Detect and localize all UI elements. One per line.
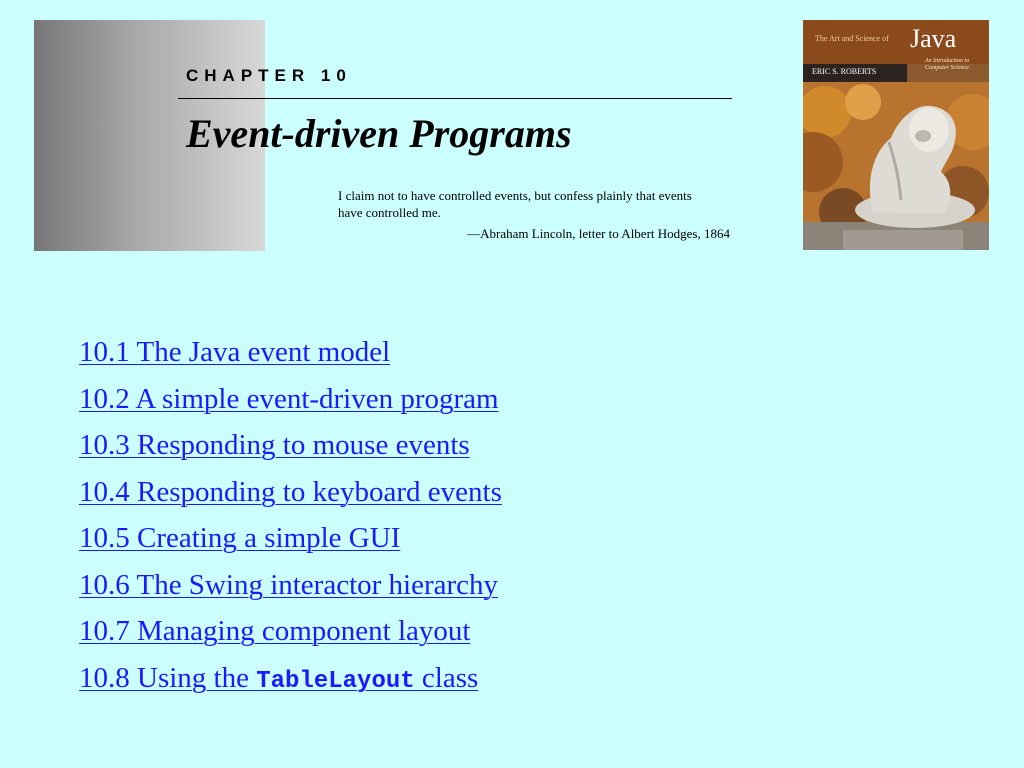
- toc-link-10-7[interactable]: 10.7 Managing component layout: [79, 615, 471, 647]
- toc-link-10-2[interactable]: 10.2 A simple event-driven program: [79, 382, 499, 415]
- cover-subtitle: An Introduction to Computer Science: [925, 58, 970, 71]
- toc-link-10-3[interactable]: 10.3 Responding to mouse events: [79, 429, 470, 461]
- toc-link-10-1[interactable]: 10.1 The Java event model: [79, 336, 391, 368]
- table-of-contents: [79, 334, 502, 706]
- toc-link-10-4[interactable]: 10.4 Responding to keyboard events: [79, 475, 502, 508]
- cover-author: ERIC S. ROBERTS: [812, 67, 877, 76]
- toc-link-10-8-code: TableLayout: [256, 667, 415, 695]
- toc-link-10-8[interactable]: [79, 660, 502, 707]
- cover-series: The Art and Science of: [815, 34, 889, 43]
- toc-link-10-6[interactable]: 10.6 The Swing interactor hierarchy: [79, 568, 499, 601]
- toc-link-10-8-prefix: 10.8 Using the: [79, 661, 257, 694]
- chapter-divider: [178, 98, 732, 99]
- epigraph-quote: I claim not to have controlled events, but confess plainly that events have controlled me.: [338, 188, 692, 220]
- epigraph-attribution: —Abraham Lincoln, letter to Albert Hodges, 1864: [467, 226, 730, 241]
- cover-title: Java: [910, 24, 957, 53]
- chapter-title: Event-driven Programs: [186, 111, 572, 156]
- chapter-label: CHAPTER 10: [186, 66, 352, 85]
- toc-link-10-5[interactable]: 10.5 Creating a simple GUI: [79, 522, 401, 554]
- lion-statue-photo: [803, 82, 989, 250]
- toc-link-10-8-suffix: class: [414, 661, 479, 694]
- book-cover-image: [803, 20, 989, 250]
